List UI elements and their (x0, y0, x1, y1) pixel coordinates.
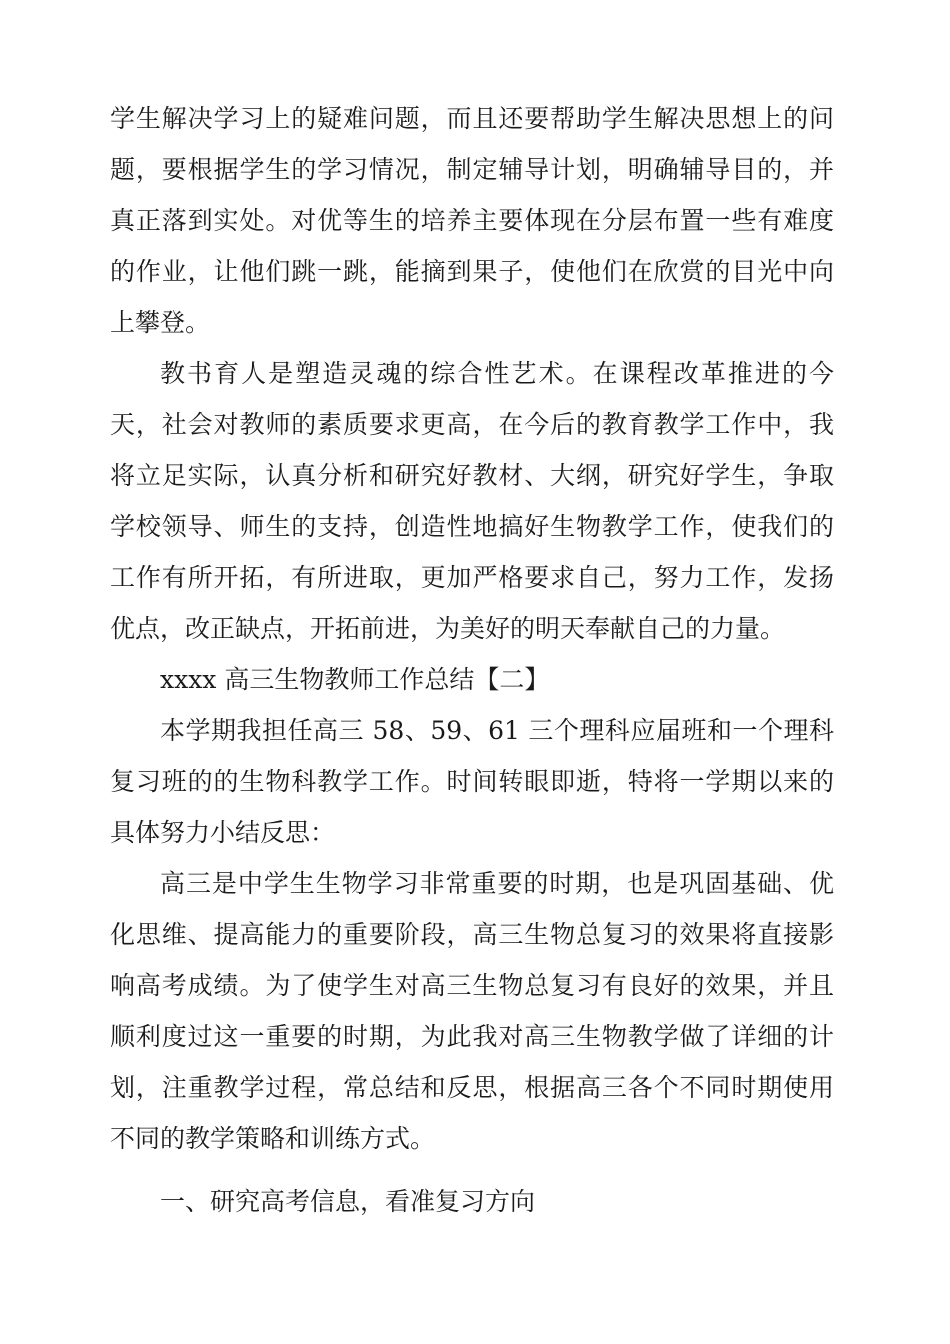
section-heading-research: 一、研究高考信息，看准复习方向 (160, 1187, 536, 1216)
paragraph-teaching-art: 教书育人是塑造灵魂的综合性艺术。在课程改革推进的今天，社会对教师的素质要求更高，在今后的教育教学工作中，我将立足实际，认真分析和研究好教材、大纲，研究好学生，争取学校领导、师生的支持，创造性地搞好生物教学工作，使我们的工作有所开拓，有所进取，更加严格要求自己，努力工作，发扬优点，改正缺点，开拓前进，为美好的明天奉献自己的力量。 (110, 359, 834, 643)
section-heading-summary-two: xxxx 高三生物教师工作总结【二】 (160, 665, 550, 694)
paragraph-continuation: 学生解决学习上的疑难问题，而且还要帮助学生解决思想上的问题，要根据学生的学习情况，制定辅导计划，明确辅导目的，并真正落到实处。对优等生的培养主要体现在分层布置一些有难度的作业，让他们跳一跳，能摘到果子，使他们在欣赏的目光中向上攀登。 (110, 104, 834, 337)
paragraph-senior-year: 高三是中学生生物学习非常重要的时期，也是巩固基础、优化思维、提高能力的重要阶段，高三生物总复习的效果将直接影响高考成绩。为了使学生对高三生物总复习有良好的效果，并且顺利度过这一重要的时期，为此我对高三生物教学做了详细的计划，注重教学过程，常总结和反思，根据高三各个不同时期使用不同的教学策略和训练方式。 (110, 869, 834, 1153)
document-body (110, 93, 834, 1227)
paragraph-semester-duty: 本学期我担任高三 58、59、61 三个理科应届班和一个理科复习班的的生物科教学工作。时间转眼即逝，特将一学期以来的具体努力小结反思： (110, 716, 834, 847)
